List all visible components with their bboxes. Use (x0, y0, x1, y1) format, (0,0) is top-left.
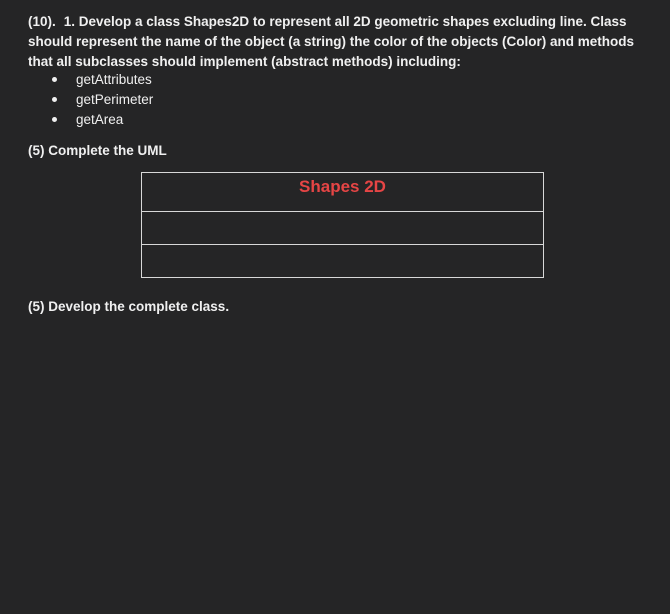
bullet-icon (52, 117, 57, 122)
bullet-icon (52, 77, 57, 82)
bullet-icon (52, 97, 57, 102)
abstract-methods-list (50, 70, 153, 130)
uml-attributes-section[interactable] (142, 212, 543, 245)
question-body: 1. Develop a class Shapes2D to represent all 2D geometric shapes excluding line. Class should represent the name of the object (a string) the color of the objects (Color) and methods that all subclasses should implement (abstract methods) including: (28, 14, 635, 69)
method-label: getPerimeter (76, 92, 154, 107)
uml-class-diagram (141, 172, 544, 278)
question-text-block (28, 12, 653, 72)
uml-methods-section[interactable] (142, 245, 543, 277)
method-label: getArea (76, 112, 124, 127)
method-label: getAttributes (76, 72, 152, 87)
part2-heading: (5) Develop the complete class. (28, 299, 230, 314)
list-item (50, 110, 153, 130)
list-item (50, 70, 153, 90)
part1-heading: (5) Complete the UML (28, 143, 167, 158)
list-item (50, 90, 153, 110)
uml-class-name: Shapes 2D (142, 173, 543, 212)
question-marks: (10). (28, 14, 56, 29)
